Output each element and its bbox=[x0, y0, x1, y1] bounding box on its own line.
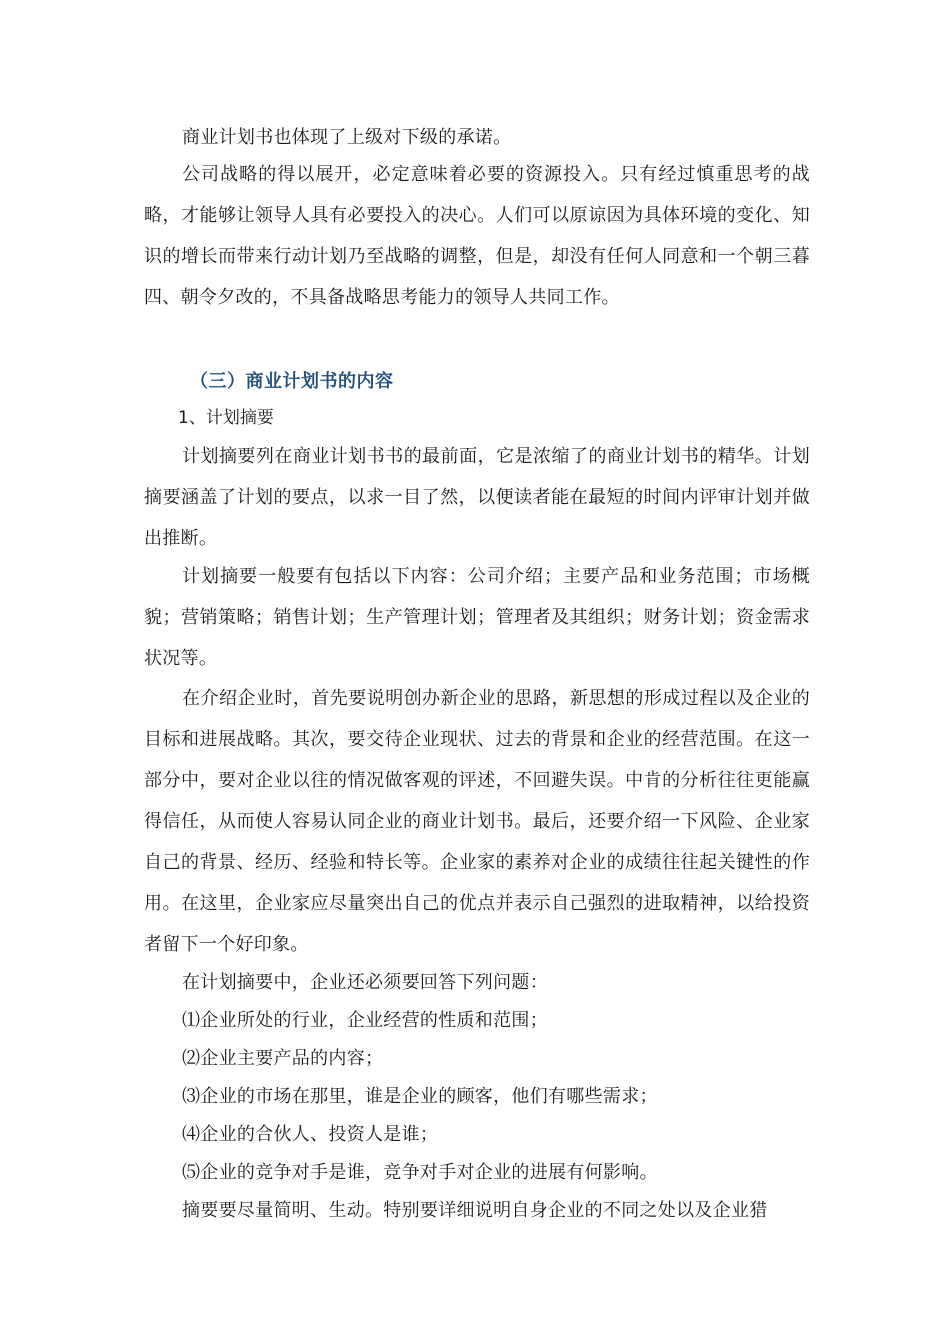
question-item-5: ⑸企业的竞争对手是谁，竞争对手对企业的进展有何影响。 bbox=[182, 1162, 658, 1183]
section-heading: （三）商业计划书的内容 bbox=[190, 371, 394, 392]
paragraph-summary-style: 摘要要尽量简明、生动。特别要详细说明自身企业的不同之处以及企业猎 bbox=[182, 1200, 768, 1221]
paragraph-summary-contents: 计划摘要一般要有包括以下内容：公司介绍；主要产品和业务范围；市场概貌；营销策略；销售计划；生产管理计划；管理者及其组织；财务计划；资金需求状况等。 bbox=[144, 566, 810, 669]
subsection-heading: 1、计划摘要 bbox=[178, 408, 274, 428]
paragraph-summary-intro: 计划摘要列在商业计划书书的最前面，它是浓缩了的商业计划书的精华。计划摘要涵盖了计划的要点，以求一目了然，以便读者能在最短的时间内评审计划并做出推断。 bbox=[144, 446, 810, 549]
question-item-1: ⑴企业所处的行业，企业经营的性质和范围； bbox=[182, 1010, 548, 1031]
paragraph-company-intro: 在介绍企业时，首先要说明创办新企业的思路，新思想的形成过程以及企业的目标和进展战略。其次，要交待企业现状、过去的背景和企业的经营范围。在这一部分中，要对企业以往的情况做客观的评述，不回避失误。中肯的分析往往更能赢得信任，从而使人容易认同企业的商业计划书。最后，还要介绍一下风险、企业家自己的背景、经历、经验和特长等。企业家的素养对企业的成绩往往起关键性的作用。在这里，企业家应尽量突出自己的优点并表示自己强烈的进取精神，以给投资者留下一个好印象。 bbox=[144, 688, 810, 955]
question-item-3: ⑶企业的市场在那里，谁是企业的顾客，他们有哪些需求； bbox=[182, 1086, 658, 1107]
question-item-4: ⑷企业的合伙人、投资人是谁； bbox=[182, 1124, 439, 1145]
paragraph-strategy: 公司战略的得以展开，必定意味着必要的资源投入。只有经过慎重思考的战略，才能够让领导人具有必要投入的决心。人们可以原谅因为具体环境的变化、知识的增长而带来行动计划乃至战略的调整，但是，却没有任何人同意和一个朝三暮四、朝令夕改的，不具备战略思考能力的领导人共同工作。 bbox=[144, 164, 810, 308]
paragraph-commitment: 商业计划书也体现了上级对下级的承诺。 bbox=[182, 127, 512, 148]
paragraph-questions-intro: 在计划摘要中，企业还必须要回答下列问题： bbox=[182, 972, 548, 993]
question-item-2: ⑵企业主要产品的内容； bbox=[182, 1048, 384, 1069]
